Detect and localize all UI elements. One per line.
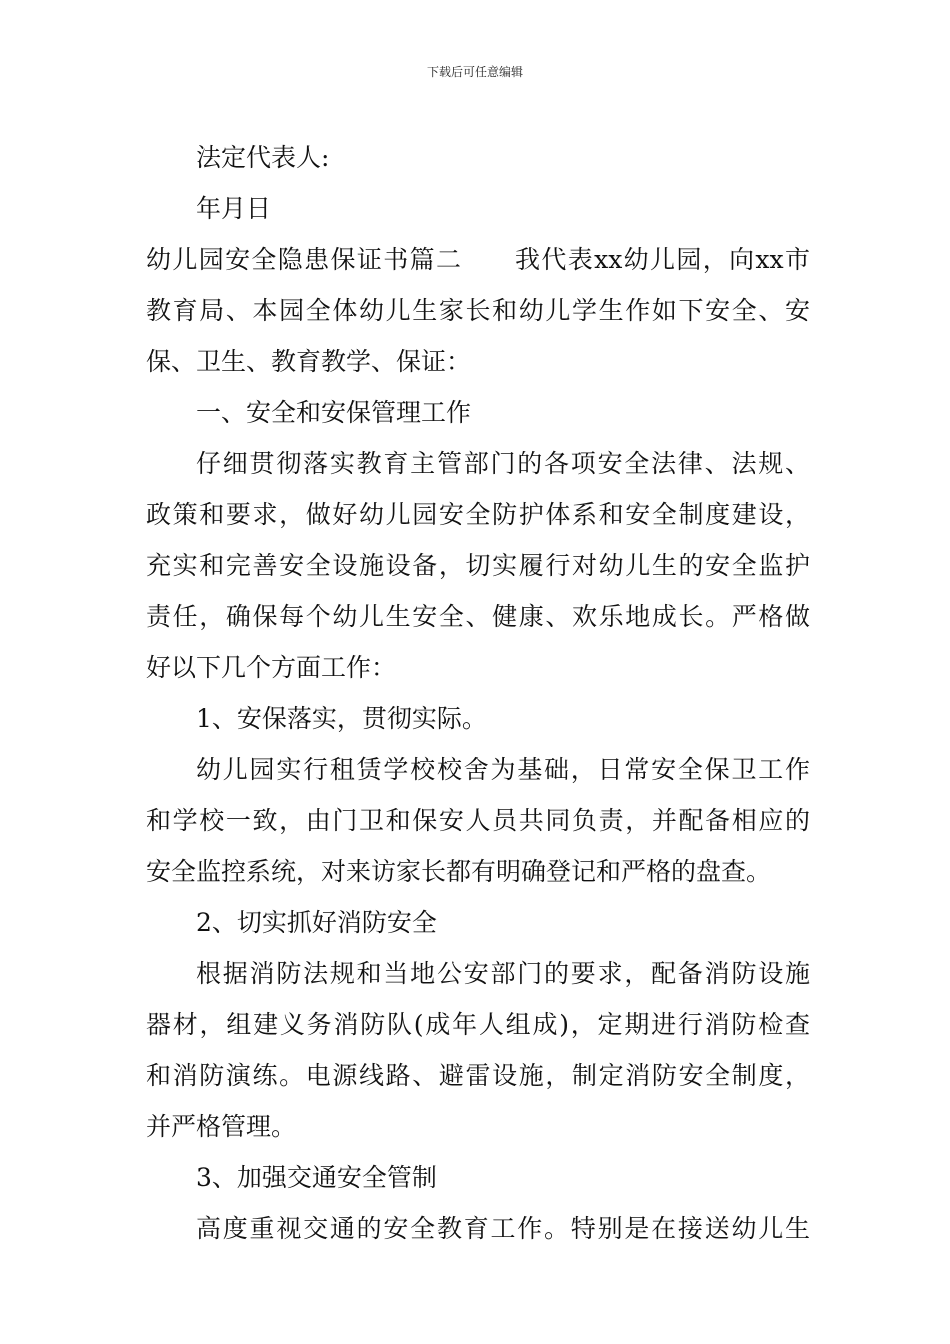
- text-line: 保、卫生、教育教学、保证：: [146, 347, 472, 376]
- text-line: 并严格管理。: [146, 1112, 297, 1141]
- text-line: 好以下几个方面工作：: [146, 653, 397, 682]
- text-line: 高度重视交通的安全教育工作。特别是在接送幼儿生: [196, 1214, 810, 1243]
- subsection-heading: 3、加强交通安全管制: [196, 1163, 437, 1192]
- text-line: 和消防演练。电源线路、避雷设施，制定消防安全制度，: [146, 1061, 810, 1090]
- section-heading: 一、安全和安保管理工作: [196, 398, 472, 427]
- text-line: 根据消防法规和当地公安部门的要求，配备消防设施: [196, 959, 810, 988]
- text-line: 教育局、本园全体幼儿生家长和幼儿学生作如下安全、安: [146, 296, 810, 325]
- text-line: 责任，确保每个幼儿生安全、健康、欢乐地成长。严格做: [146, 602, 810, 631]
- page-header-note: 下载后可任意编辑: [426, 65, 523, 79]
- document-body: [146, 132, 810, 1254]
- text-line: 仔细贯彻落实教育主管部门的各项安全法律、法规、: [196, 449, 810, 478]
- text-line: 器材，组建义务消防队(成年人组成)，定期进行消防检查: [146, 1010, 810, 1039]
- text-line: 年月日: [196, 194, 272, 223]
- text-line: 安全监控系统，对来访家长都有明确登记和严格的盘查。: [146, 857, 772, 886]
- subsection-heading: 2、切实抓好消防安全: [196, 908, 437, 937]
- text-line: 政策和要求，做好幼儿园安全防护体系和安全制度建设，: [146, 500, 810, 529]
- text-line: 充实和完善安全设施设备，切实履行对幼儿生的安全监护: [146, 551, 810, 580]
- text-line: 幼儿园安全隐患保证书篇二 我代表xx幼儿园，向xx市: [146, 245, 810, 274]
- text-line: 和学校一致，由门卫和保安人员共同负责，并配备相应的: [146, 806, 810, 835]
- text-line: 幼儿园实行租赁学校校舍为基础，日常安全保卫工作: [196, 755, 810, 784]
- subsection-heading: 1、安保落实，贯彻实际。: [196, 704, 487, 733]
- text-line: 法定代表人:: [196, 143, 330, 172]
